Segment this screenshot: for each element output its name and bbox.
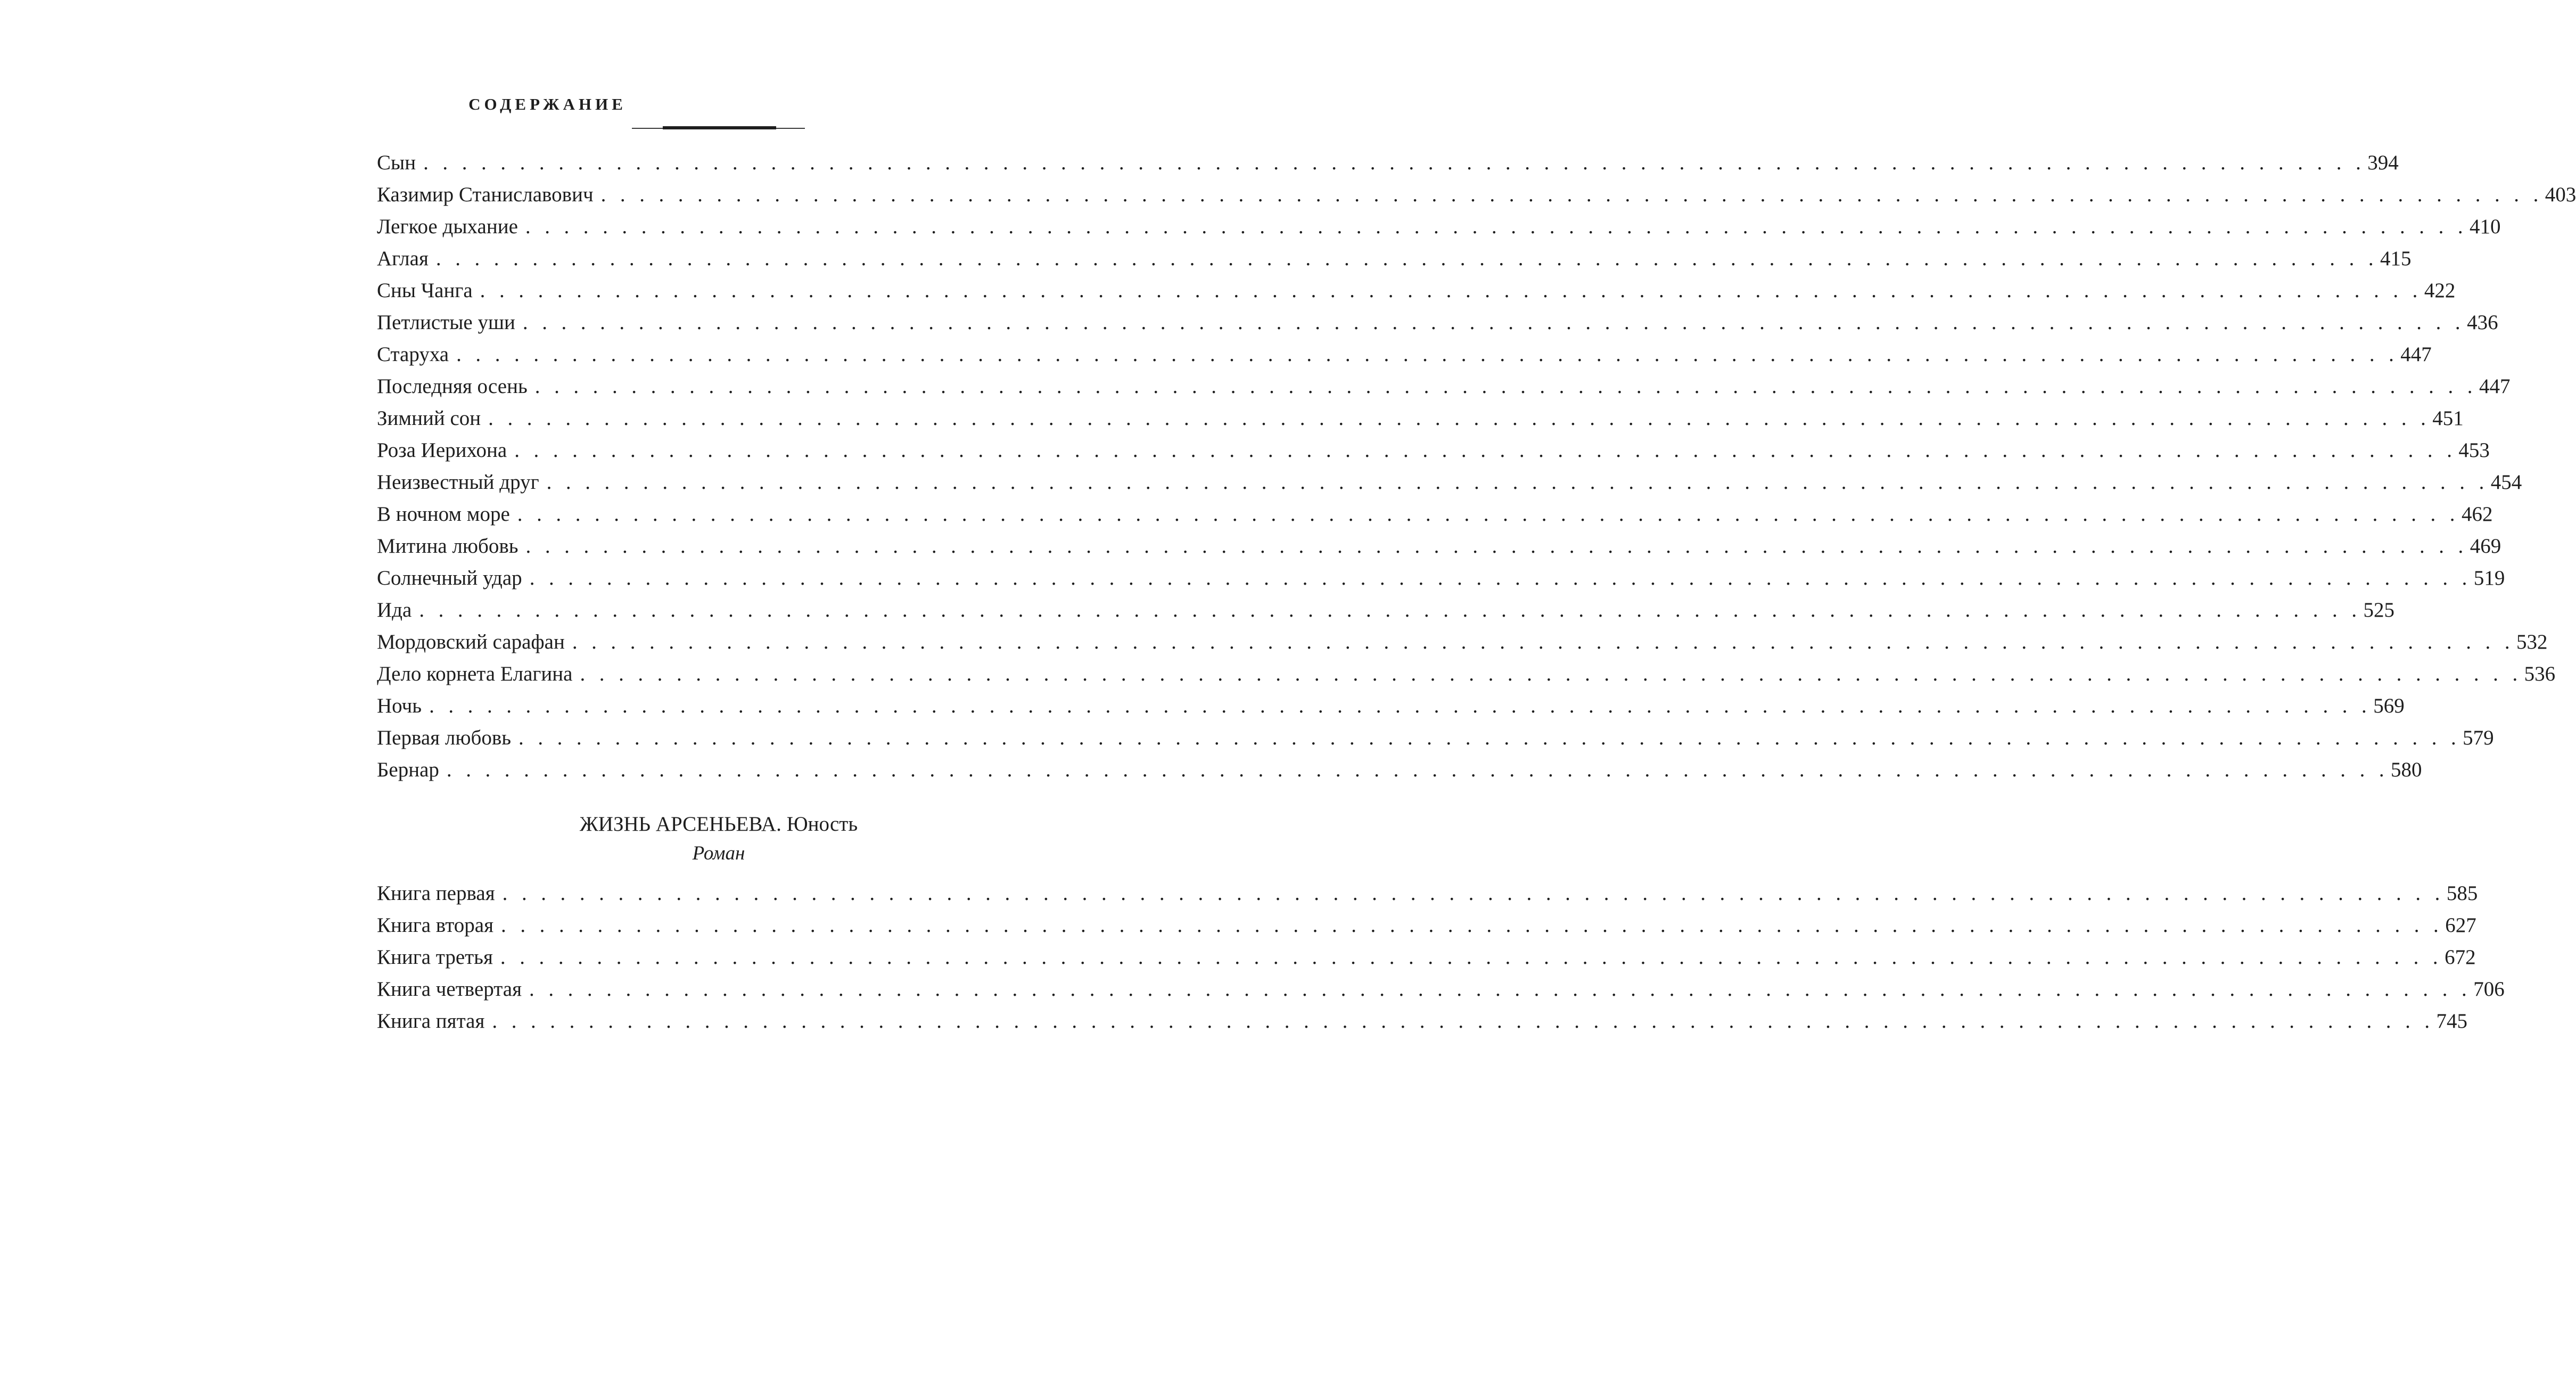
toc-entry-page: 453 [2458, 439, 2490, 462]
dot-leader: . . . . . . . . . . . . . . . . . . . . . . . . . . . . . . . . . . . . . . . . . . . . . . . . . . . . . . . . . . . . . . . . . . . . . . . . . . . . . . . . . . . . . . . . . . . . . . . . . . . . . [525, 535, 2468, 558]
toc-entry [377, 973, 2505, 1005]
toc-entry [377, 626, 2548, 658]
toc-entry-title: Сны Чанга [377, 279, 473, 302]
toc-entry-title: Легкое дыхание [377, 215, 518, 238]
dot-leader: . . . . . . . . . . . . . . . . . . . . . . . . . . . . . . . . . . . . . . . . . . . . . . . . . . . . . . . . . . . . . . . . . . . . . . . . . . . . . . . . . . . . . . . . . . . . . . . . . . . . . [429, 694, 2372, 717]
toc-entry [377, 941, 2476, 973]
toc-entry-page: 451 [2432, 407, 2464, 430]
toc-entry-page: 394 [2367, 151, 2399, 174]
dot-leader: . . . . . . . . . . . . . . . . . . . . . . . . . . . . . . . . . . . . . . . . . . . . . . . . . . . . . . . . . . . . . . . . . . . . . . . . . . . . . . . . . . . . . . . . . . . . . . . . . . . . . [456, 343, 2399, 366]
toc-entry-page: 422 [2424, 279, 2456, 302]
dot-leader: . . . . . . . . . . . . . . . . . . . . . . . . . . . . . . . . . . . . . . . . . . . . . . . . . . . . . . . . . . . . . . . . . . . . . . . . . . . . . . . . . . . . . . . . . . . . . . . . . . . . . [529, 978, 2472, 1001]
dot-leader: . . . . . . . . . . . . . . . . . . . . . . . . . . . . . . . . . . . . . . . . . . . . . . . . . . . . . . . . . . . . . . . . . . . . . . . . . . . . . . . . . . . . . . . . . . . . . . . . . . . . . [492, 1010, 2434, 1033]
toc-entry [377, 878, 2478, 910]
dot-leader: . . . . . . . . . . . . . . . . . . . . . . . . . . . . . . . . . . . . . . . . . . . . . . . . . . . . . . . . . . . . . . . . . . . . . . . . . . . . . . . . . . . . . . . . . . . . . . . . . . . . . [600, 183, 2543, 206]
toc-entry-page: 569 [2373, 694, 2405, 717]
toc-entry [377, 562, 2505, 594]
toc-entry-title: Первая любовь [377, 726, 512, 749]
toc-entry-title: Бернар [377, 758, 439, 781]
dot-leader: . . . . . . . . . . . . . . . . . . . . . . . . . . . . . . . . . . . . . . . . . . . . . . . . . . . . . . . . . . . . . . . . . . . . . . . . . . . . . . . . . . . . . . . . . . . . . . . . . . . . . [546, 471, 2489, 494]
toc-entry-title: Старуха [377, 343, 449, 366]
dot-leader: . . . . . . . . . . . . . . . . . . . . . . . . . . . . . . . . . . . . . . . . . . . . . . . . . . . . . . . . . . . . . . . . . . . . . . . . . . . . . . . . . . . . . . . . . . . . . . . . . . . . . [435, 247, 2379, 270]
dot-leader: . . . . . . . . . . . . . . . . . . . . . . . . . . . . . . . . . . . . . . . . . . . . . . . . . . . . . . . . . . . . . . . . . . . . . . . . . . . . . . . . . . . . . . . . . . . . . . . . . . . . . [580, 662, 2522, 685]
dot-leader: . . . . . . . . . . . . . . . . . . . . . . . . . . . . . . . . . . . . . . . . . . . . . . . . . . . . . . . . . . . . . . . . . . . . . . . . . . . . . . . . . . . . . . . . . . . . . . . . . . . . . [501, 914, 2443, 937]
toc-entry-page: 706 [2473, 978, 2505, 1001]
toc-entry-page: 536 [2524, 662, 2556, 685]
toc-entry [377, 147, 2399, 179]
toc-entry-title: Сын [377, 151, 416, 174]
toc-entry [377, 275, 2456, 307]
toc-entry-page: 410 [2470, 215, 2501, 238]
toc-entry-title: Ночь [377, 694, 422, 717]
toc-entry-title: Солнечный удар [377, 567, 522, 589]
toc-entry [377, 211, 2501, 243]
toc-entry-page: 462 [2461, 503, 2493, 526]
toc-entry [377, 658, 2556, 690]
toc-entry-page: 532 [2516, 630, 2548, 653]
toc-entry-page: 469 [2470, 535, 2501, 558]
toc-entry-page: 454 [2490, 471, 2522, 494]
toc-entry-page: 580 [2391, 758, 2422, 781]
toc-entry-page: 525 [2363, 599, 2394, 621]
toc-entry-title: В ночном море [377, 503, 510, 526]
toc-entry-page: 403 [2545, 183, 2576, 206]
dot-leader: . . . . . . . . . . . . . . . . . . . . . . . . . . . . . . . . . . . . . . . . . . . . . . . . . . . . . . . . . . . . . . . . . . . . . . . . . . . . . . . . . . . . . . . . . . . . . . . . . . . . . [419, 599, 2361, 621]
toc-list-novel [377, 878, 2505, 1037]
toc-entry [377, 754, 2422, 786]
toc-entry-title: Ида [377, 599, 412, 621]
toc-entry-title: Книга третья [377, 946, 493, 969]
section-title: ЖИЗНЬ АРСЕНЬЕВА. Юность [579, 813, 858, 836]
dot-leader: . . . . . . . . . . . . . . . . . . . . . . . . . . . . . . . . . . . . . . . . . . . . . . . . . . . . . . . . . . . . . . . . . . . . . . . . . . . . . . . . . . . . . . . . . . . . . . . . . . . . . [446, 758, 2389, 781]
toc-entry [377, 243, 2412, 275]
toc-entry-title: Зимний сон [377, 407, 481, 430]
toc-entry-title: Последняя осень [377, 375, 528, 398]
toc-entry-title: Книга пятая [377, 1010, 485, 1033]
heading-rule-thick [663, 126, 776, 129]
toc-entry-title: Петлистые уши [377, 311, 515, 334]
toc-entry-title: Книга вторая [377, 914, 494, 937]
section-subtitle: Роман [692, 842, 745, 864]
toc-entry-title: Митина любовь [377, 535, 519, 558]
toc-entry [377, 530, 2501, 562]
toc-entry [377, 1005, 2468, 1037]
dot-leader: . . . . . . . . . . . . . . . . . . . . . . . . . . . . . . . . . . . . . . . . . . . . . . . . . . . . . . . . . . . . . . . . . . . . . . . . . . . . . . . . . . . . . . . . . . . . . . . . . . . . . [500, 946, 2443, 969]
dot-leader: . . . . . . . . . . . . . . . . . . . . . . . . . . . . . . . . . . . . . . . . . . . . . . . . . . . . . . . . . . . . . . . . . . . . . . . . . . . . . . . . . . . . . . . . . . . . . . . . . . . . . [525, 215, 2468, 238]
dot-leader: . . . . . . . . . . . . . . . . . . . . . . . . . . . . . . . . . . . . . . . . . . . . . . . . . . . . . . . . . . . . . . . . . . . . . . . . . . . . . . . . . . . . . . . . . . . . . . . . . . . . . [534, 375, 2477, 398]
dot-leader: . . . . . . . . . . . . . . . . . . . . . . . . . . . . . . . . . . . . . . . . . . . . . . . . . . . . . . . . . . . . . . . . . . . . . . . . . . . . . . . . . . . . . . . . . . . . . . . . . . . . . [514, 439, 2457, 462]
toc-entry-page: 672 [2445, 946, 2476, 969]
dot-leader: . . . . . . . . . . . . . . . . . . . . . . . . . . . . . . . . . . . . . . . . . . . . . . . . . . . . . . . . . . . . . . . . . . . . . . . . . . . . . . . . . . . . . . . . . . . . . . . . . . . . . [502, 882, 2445, 905]
toc-entry-title: Неизвестный друг [377, 471, 539, 494]
toc-entry-title: Аглая [377, 247, 429, 270]
toc-entry [377, 339, 2432, 371]
dot-leader: . . . . . . . . . . . . . . . . . . . . . . . . . . . . . . . . . . . . . . . . . . . . . . . . . . . . . . . . . . . . . . . . . . . . . . . . . . . . . . . . . . . . . . . . . . . . . . . . . . . . . [529, 567, 2472, 589]
toc-entry-title: Дело корнета Елагина [377, 662, 573, 685]
toc-entry [377, 435, 2490, 466]
toc-entry-title: Мордовский сарафан [377, 630, 565, 653]
toc-entry-page: 415 [2380, 247, 2412, 270]
toc-entry-page: 447 [2479, 375, 2511, 398]
dot-leader: . . . . . . . . . . . . . . . . . . . . . . . . . . . . . . . . . . . . . . . . . . . . . . . . . . . . . . . . . . . . . . . . . . . . . . . . . . . . . . . . . . . . . . . . . . . . . . . . . . . . . [423, 151, 2366, 174]
toc-entry-title: Книга первая [377, 882, 495, 905]
toc-entry-page: 627 [2445, 914, 2476, 937]
toc-entry [377, 594, 2394, 626]
toc-entry [377, 466, 2522, 498]
toc-entry-page: 585 [2446, 882, 2478, 905]
toc-entry [377, 403, 2464, 435]
toc-entry [377, 498, 2493, 530]
toc-entry [377, 722, 2494, 754]
page-heading: СОДЕРЖАНИЕ [468, 95, 627, 113]
toc-entry [377, 690, 2405, 722]
toc-entry-title: Казимир Станиславович [377, 183, 594, 206]
toc-entry-page: 447 [2400, 343, 2432, 366]
dot-leader: . . . . . . . . . . . . . . . . . . . . . . . . . . . . . . . . . . . . . . . . . . . . . . . . . . . . . . . . . . . . . . . . . . . . . . . . . . . . . . . . . . . . . . . . . . . . . . . . . . . . . [519, 726, 2461, 749]
dot-leader: . . . . . . . . . . . . . . . . . . . . . . . . . . . . . . . . . . . . . . . . . . . . . . . . . . . . . . . . . . . . . . . . . . . . . . . . . . . . . . . . . . . . . . . . . . . . . . . . . . . . . [488, 407, 2431, 430]
toc-entry-page: 745 [2436, 1010, 2468, 1033]
dot-leader: . . . . . . . . . . . . . . . . . . . . . . . . . . . . . . . . . . . . . . . . . . . . . . . . . . . . . . . . . . . . . . . . . . . . . . . . . . . . . . . . . . . . . . . . . . . . . . . . . . . . . [517, 503, 2459, 526]
toc-entry-page: 579 [2463, 726, 2494, 749]
toc-entry-title: Роза Иерихона [377, 439, 507, 462]
dot-leader: . . . . . . . . . . . . . . . . . . . . . . . . . . . . . . . . . . . . . . . . . . . . . . . . . . . . . . . . . . . . . . . . . . . . . . . . . . . . . . . . . . . . . . . . . . . . . . . . . . . . . [522, 311, 2465, 334]
toc-entry-page: 436 [2467, 311, 2498, 334]
toc-entry [377, 307, 2498, 339]
toc-entry-page: 519 [2473, 567, 2505, 589]
toc-entry [377, 910, 2476, 941]
toc-entry-title: Книга четвертая [377, 978, 522, 1001]
toc-entry [377, 371, 2511, 403]
toc-list-stories [377, 147, 2576, 786]
dot-leader: . . . . . . . . . . . . . . . . . . . . . . . . . . . . . . . . . . . . . . . . . . . . . . . . . . . . . . . . . . . . . . . . . . . . . . . . . . . . . . . . . . . . . . . . . . . . . . . . . . . . . [480, 279, 2422, 302]
dot-leader: . . . . . . . . . . . . . . . . . . . . . . . . . . . . . . . . . . . . . . . . . . . . . . . . . . . . . . . . . . . . . . . . . . . . . . . . . . . . . . . . . . . . . . . . . . . . . . . . . . . . . [572, 630, 2514, 653]
toc-entry [377, 179, 2576, 211]
